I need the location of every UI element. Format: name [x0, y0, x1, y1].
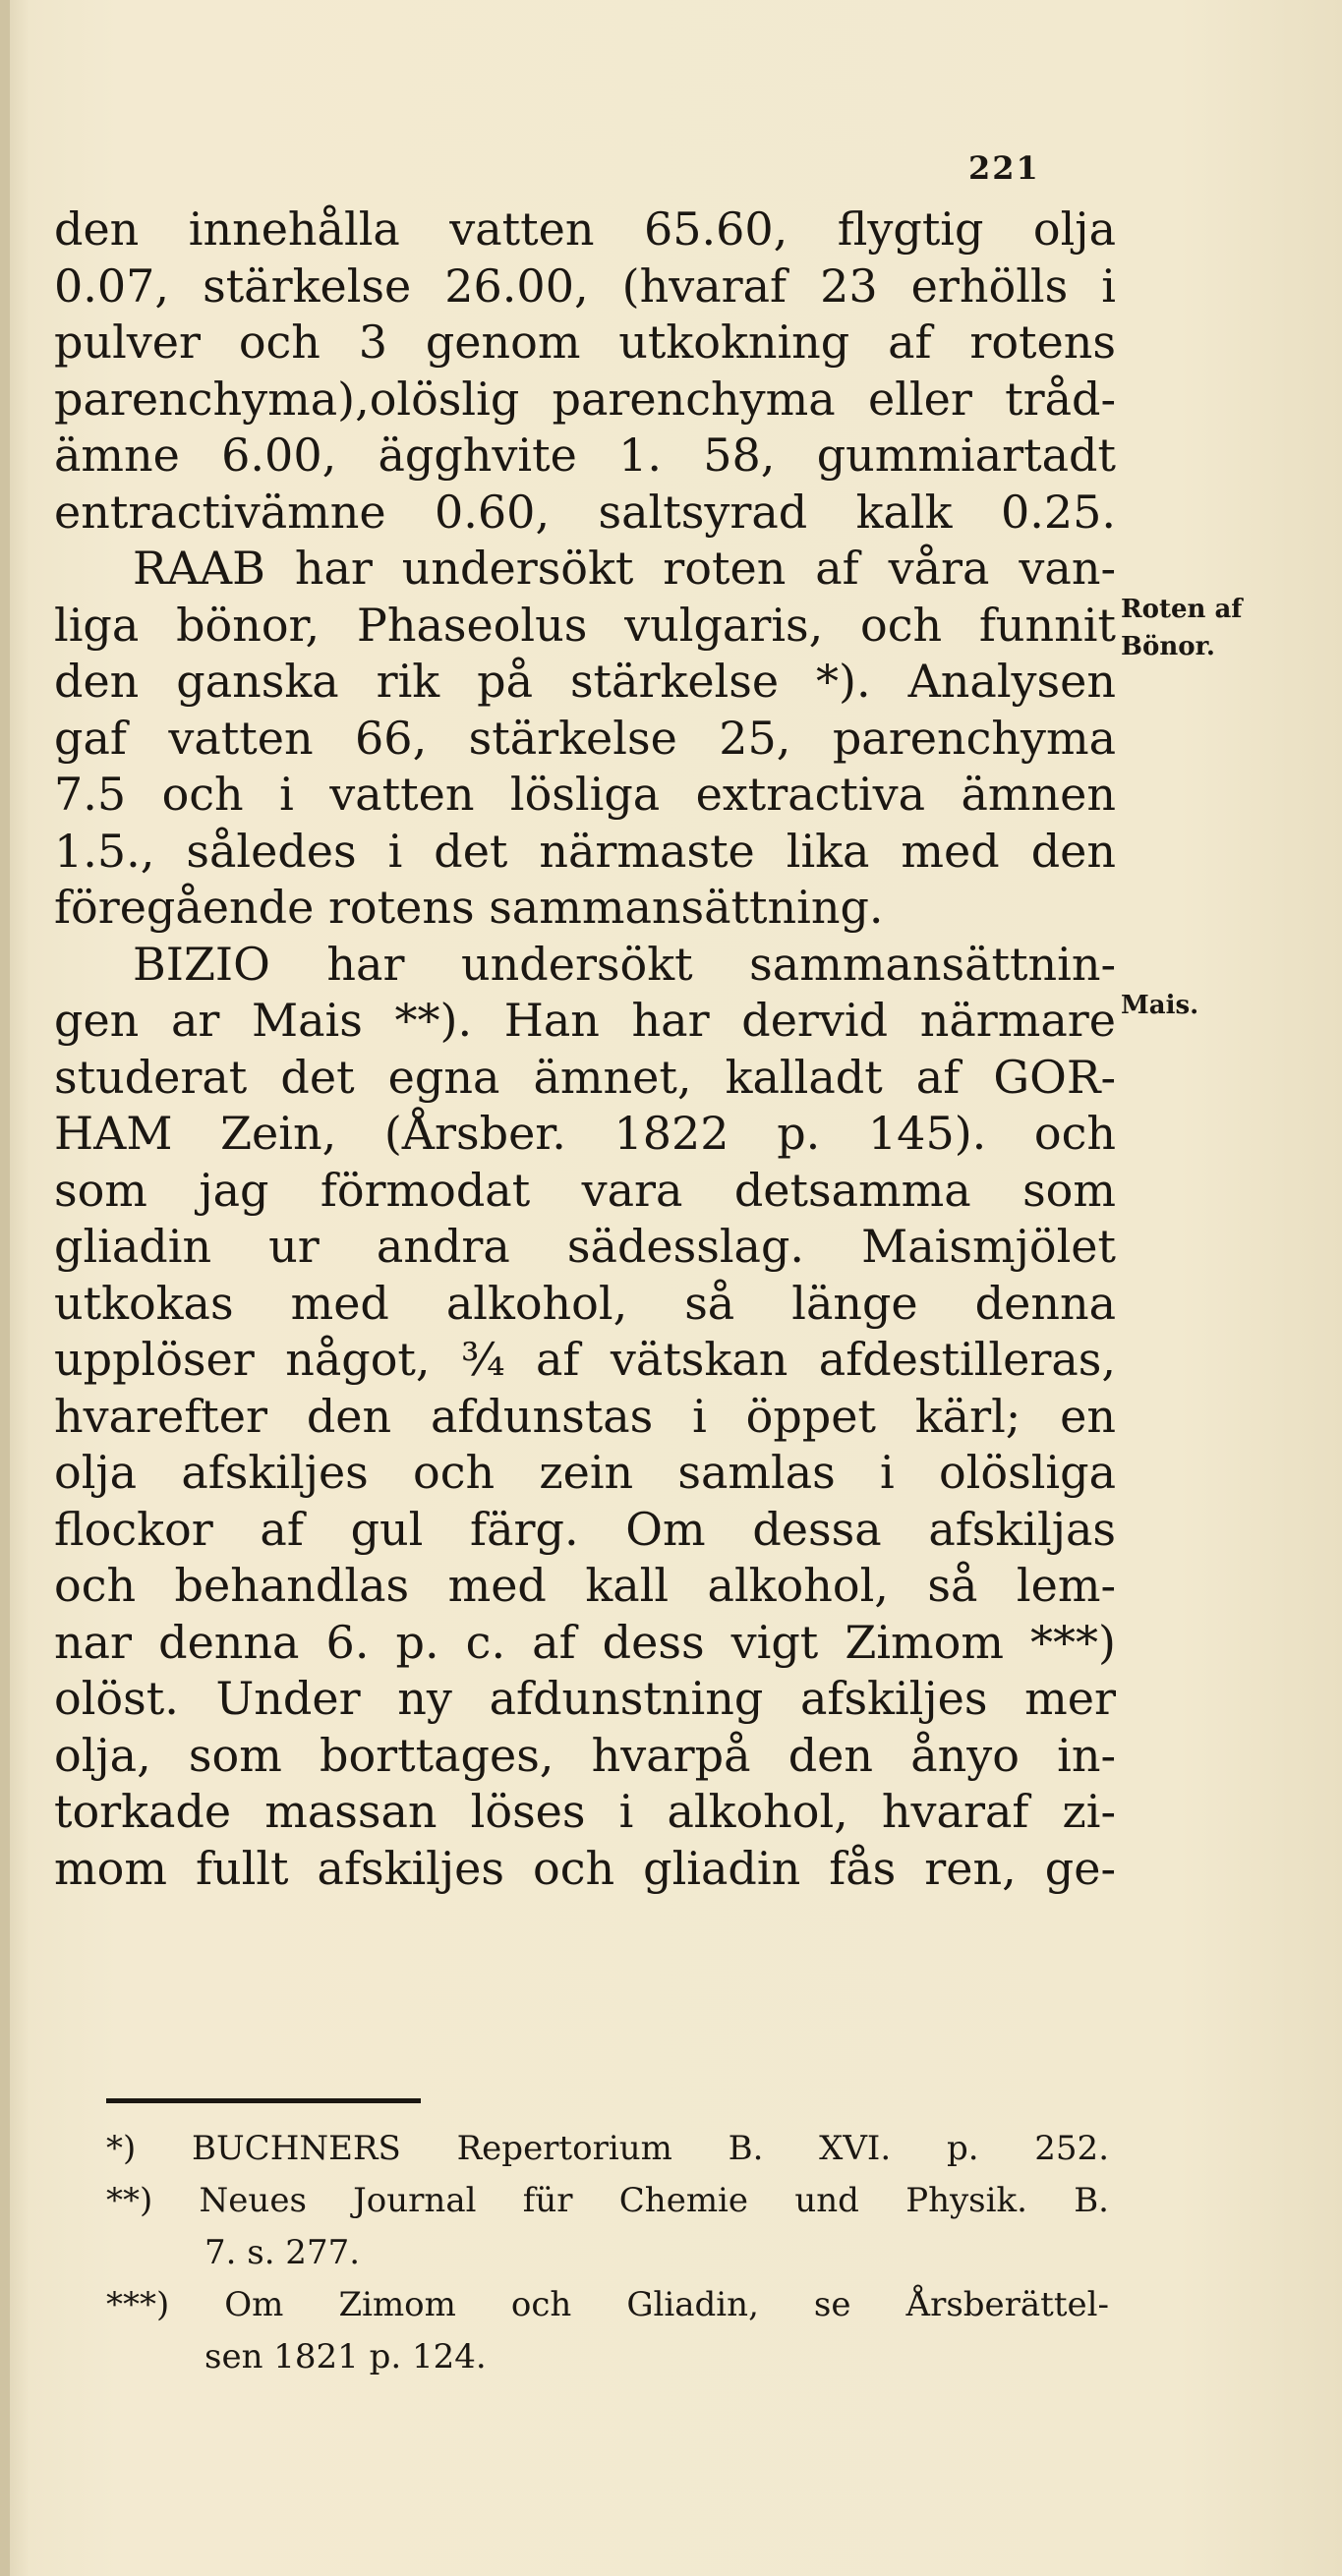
text-line: gaf vatten 66, stärkelse 25, parenchyma [54, 711, 1116, 765]
text-line: hvarefter den afdunstas i öppet kärl; en [54, 1389, 1116, 1443]
margin-note-roten: Roten af [1121, 595, 1243, 624]
text-line: och behandlas med kall alkohol, så lem- [54, 1559, 1116, 1612]
text-line: den ganska rik på stärkelse *). Analysen [54, 655, 1116, 708]
footnote: **) Neues Journal für Chemie und Physik. B. [106, 2181, 1109, 2220]
text-line: föregående rotens sammansättning. [54, 881, 884, 934]
text-line: utkokas med alkohol, så länge denna [54, 1276, 1116, 1330]
margin-note-mais: Mais. [1121, 991, 1199, 1020]
text-line: mom fullt afskiljes och gliadin fås ren, ge- [54, 1841, 1116, 1895]
text-line: 0.07, stärkelse 26.00, (hvaraf 23 erhölls i [54, 258, 1116, 313]
text-line: HAM Zein, (Årsber. 1822 p. 145). och [54, 1107, 1116, 1160]
footnote-continuation: 7. s. 277. [204, 2233, 361, 2272]
text-line: 1.5., således i det närmaste lika med den [54, 824, 1116, 878]
margin-note-bonor: Bönor. [1121, 632, 1215, 661]
text-line: flockor af gul färg. Om dessa afskiljas [54, 1502, 1116, 1556]
text-line: BIZIO har undersökt sammansättnin- [133, 937, 1116, 991]
footnote-continuation: sen 1821 p. 124. [204, 2337, 487, 2376]
text-line: gen ar Mais **). Han har dervid närmare [54, 994, 1116, 1047]
text-line: 7.5 och i vatten lösliga extractiva ämnen [54, 768, 1116, 821]
text-line: parenchyma),olöslig parenchyma eller tråd- [54, 372, 1116, 426]
page-number: 221 [968, 149, 1040, 187]
footnote-separator [106, 2098, 421, 2103]
text-line: nar denna 6. p. c. af dess vigt Zimom ***) [54, 1615, 1116, 1669]
footnote: ***) Om Zimom och Gliadin, se Årsberättel- [106, 2285, 1109, 2324]
text-line: olja, som borttages, hvarpå den ånyo in- [54, 1728, 1116, 1782]
footnotes [106, 2123, 1109, 2383]
text-line: studerat det egna ämnet, kalladt af GOR- [54, 1050, 1116, 1104]
text-line: upplöser något, ¾ af vätskan afdestilleras, [54, 1333, 1116, 1386]
text-line: RAAB har undersökt roten af våra van- [133, 542, 1116, 595]
text-line: entractivämne 0.60, saltsyrad kalk 0.25. [54, 485, 1116, 539]
footnote: *) BUCHNERS Repertorium B. XVI. p. 252. [106, 2129, 1109, 2168]
text-line: gliadin ur andra sädesslag. Maismjölet [54, 1220, 1116, 1273]
text-line: den innehålla vatten 65.60, flygtig olja [54, 202, 1116, 256]
text-line: olöst. Under ny afdunstning afskiljes mer [54, 1672, 1116, 1725]
page-binding-edge [0, 0, 10, 2576]
text-line: liga bönor, Phaseolus vulgaris, och funnit [54, 598, 1116, 652]
text-line: som jag förmodat vara detsamma som [54, 1163, 1116, 1217]
text-line: olja afskiljes och zein samlas i olösliga [54, 1446, 1116, 1499]
text-line: pulver och 3 genom utkokning af rotens [54, 315, 1116, 369]
text-line: ämne 6.00, ägghvite 1. 58, gummiartadt [54, 429, 1116, 482]
text-line: torkade massan löses i alkohol, hvaraf zi- [54, 1785, 1116, 1838]
body-text [54, 201, 1116, 1897]
